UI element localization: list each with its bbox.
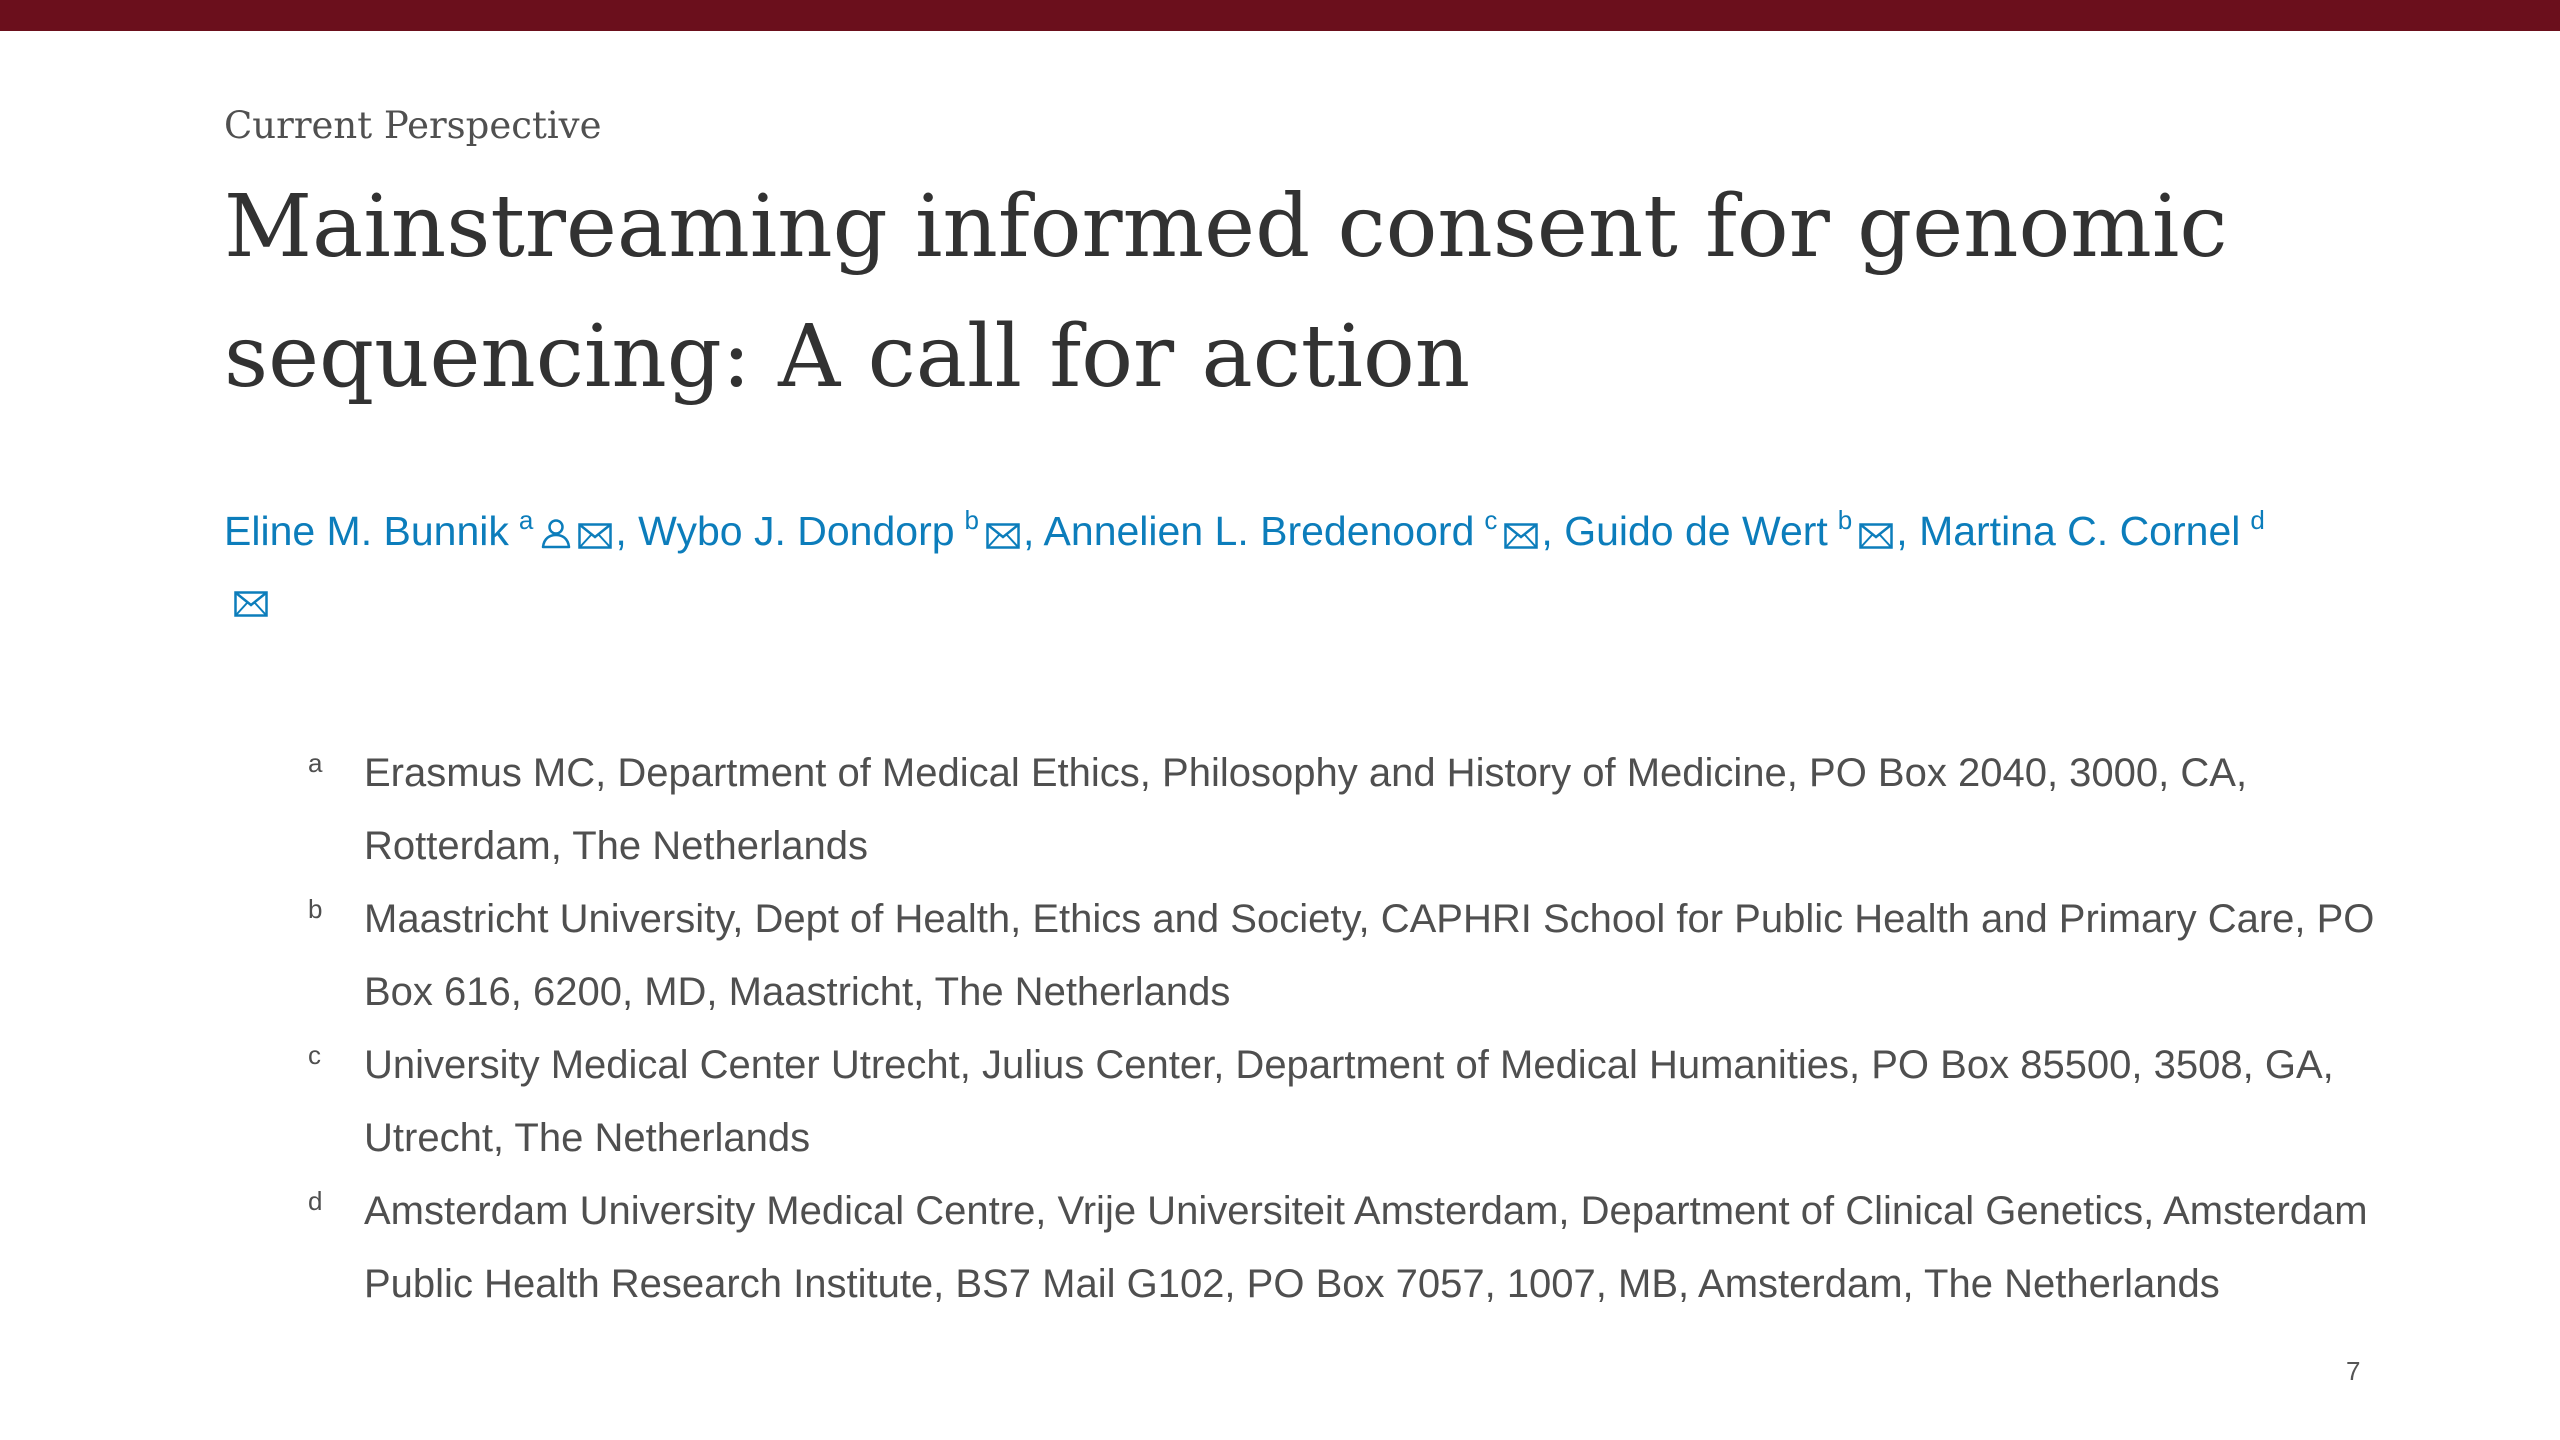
author-affiliation-sup: c xyxy=(1484,505,1498,535)
affiliation-text: Maastricht University, Dept of Health, Ethics and Society, CAPHRI School for Public Health and Primary Care, PO Box 616, 6200, MD, Maastricht, The Netherlands xyxy=(364,897,2375,1014)
author-affiliation-sup: a xyxy=(518,505,534,535)
article-header xyxy=(224,96,2424,1321)
top-color-bar xyxy=(0,0,2560,31)
affiliation-item xyxy=(308,737,2408,883)
author-name[interactable]: Martina C. Cornel xyxy=(1919,508,2241,554)
page-number: 7 xyxy=(2346,1356,2361,1386)
article-title: Mainstreaming informed consent for genomic sequencing: A call for action xyxy=(224,177,2228,407)
affiliation-label: c xyxy=(308,1040,321,1070)
author-affiliation-sup: b xyxy=(1837,505,1853,535)
author-separator: , xyxy=(1023,508,1035,554)
author-name[interactable]: Guido de Wert xyxy=(1564,508,1828,554)
affiliation-text: Amsterdam University Medical Centre, Vrije Universiteit Amsterdam, Department of Clinical Genetics, Amsterdam Public Health Research Institute, BS7 Mail G102, PO Box 7057, 1007, MB, Amsterdam, The Netherlands xyxy=(364,1189,2368,1306)
author-guido-de-wert[interactable] xyxy=(1564,505,1896,554)
affiliation-label: d xyxy=(308,1186,323,1216)
affiliation-list xyxy=(308,737,2408,1321)
envelope-icon[interactable] xyxy=(986,523,1020,549)
author-eline-bunnik[interactable] xyxy=(224,505,615,554)
affiliation-label: a xyxy=(308,748,323,778)
author-list xyxy=(224,486,2424,633)
author-affiliation-sup: b xyxy=(964,505,979,535)
affiliation-item xyxy=(308,1175,2408,1321)
affiliation-text: University Medical Center Utrecht, Julius Center, Department of Medical Humanities, PO Box 85500, 3508, GA, Utrecht, The Netherlands xyxy=(364,1043,2334,1160)
author-annelien-bredenoord[interactable] xyxy=(1043,505,1542,554)
author-affiliation-sup: d xyxy=(2250,505,2265,535)
article-type: Current Perspective xyxy=(224,104,602,147)
author-wybo-dondorp[interactable] xyxy=(638,505,1023,554)
author-separator: , xyxy=(615,508,627,554)
affiliation-item xyxy=(308,1029,2408,1175)
author-name[interactable]: Wybo J. Dondorp xyxy=(638,508,955,554)
person-icon[interactable] xyxy=(540,517,572,549)
envelope-icon[interactable] xyxy=(1504,523,1538,549)
envelope-icon[interactable] xyxy=(234,591,268,617)
affiliation-item xyxy=(308,883,2408,1029)
author-separator: , xyxy=(1541,508,1553,554)
author-name[interactable]: Annelien L. Bredenoord xyxy=(1043,508,1475,554)
envelope-icon[interactable] xyxy=(1859,523,1893,549)
envelope-icon[interactable] xyxy=(578,523,612,549)
affiliation-label: b xyxy=(308,894,323,924)
affiliation-text: Erasmus MC, Department of Medical Ethics, Philosophy and History of Medicine, PO Box 2040, 3000, CA, Rotterdam, The Netherlands xyxy=(364,751,2248,868)
author-separator: , xyxy=(1896,508,1908,554)
author-name[interactable]: Eline M. Bunnik xyxy=(224,508,509,554)
